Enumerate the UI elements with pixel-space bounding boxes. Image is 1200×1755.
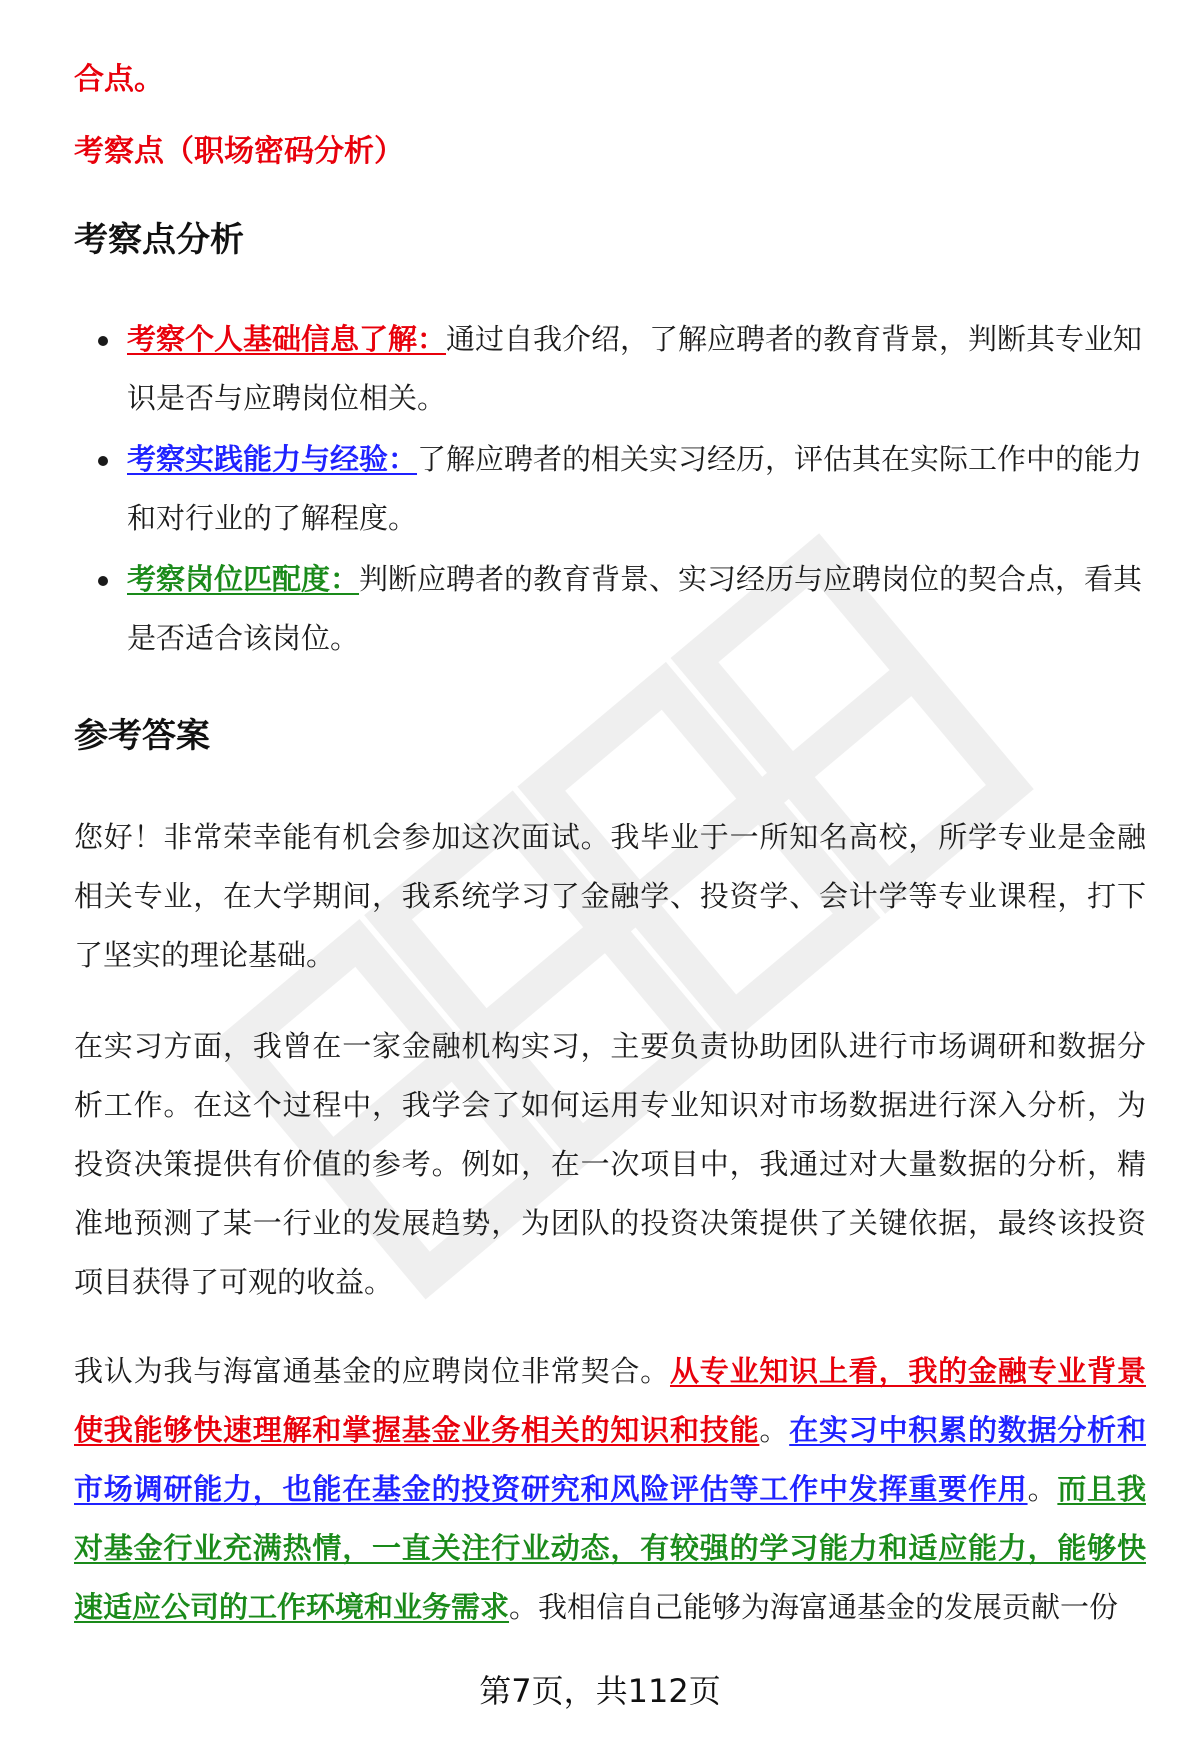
separator: 。 — [1027, 1472, 1058, 1506]
separator: 。 — [759, 1413, 790, 1447]
answer-paragraph-1: 您好！非常荣幸能有机会参加这次面试。我毕业于一所知名高校，所学专业是金融相关专业，在大学期间，我系统学习了金融学、投资学、会计学等专业课程，打下了坚实的理论基础。 — [74, 820, 1146, 972]
top-fragment: 合点。 — [74, 62, 164, 97]
paragraph-tail: 。我相信自己能够为海富通基金的发展贡献一份 — [509, 1590, 1119, 1624]
point-text: 判断应聘者的教育背景、实习经历与应聘岗位的契合点，看其是否适合该岗位。 — [127, 562, 1143, 655]
list-item — [74, 550, 1146, 668]
paragraph-intro: 我认为我与海富通基金的应聘岗位非常契合。 — [74, 1354, 670, 1388]
bullet-icon — [98, 576, 108, 586]
point-label: 考察岗位匹配度： — [127, 562, 360, 596]
answer-heading: 参考答案 — [74, 716, 210, 756]
point-text: 通过自我介绍，了解应聘者的教育背景，判断其专业知识是否与应聘岗位相关。 — [127, 322, 1143, 415]
point-label: 考察个人基础信息了解： — [127, 322, 447, 356]
answer-paragraph-3 — [74, 1342, 1146, 1637]
highlight-blue: 在实习中积累的数据分析和市场调研能力，也能在基金的投资研究和风险评估等工作中发挥重要作用 — [74, 1413, 1146, 1506]
highlight-green: 而且我对基金行业充满热情，一直关注行业动态，有较强的学习能力和适应能力，能够快速适应公司的工作环境和业务需求 — [74, 1472, 1146, 1624]
list-item — [74, 310, 1146, 428]
examine-title: 考察点（职场密码分析） — [74, 134, 404, 169]
highlight-red: 从专业知识上看，我的金融专业背景使我能够快速理解和掌握基金业务相关的知识和技能 — [74, 1354, 1146, 1447]
bullet-icon — [98, 456, 108, 466]
bullet-icon — [98, 336, 108, 346]
analysis-points-list — [74, 310, 1146, 670]
list-item — [74, 430, 1146, 548]
answer-paragraph-2: 在实习方面，我曾在一家金融机构实习，主要负责协助团队进行市场调研和数据分析工作。在这个过程中，我学会了如何运用专业知识对市场数据进行深入分析，为投资决策提供有价值的参考。例如，在一次项目中，我通过对大量数据的分析，精准地预测了某一行业的发展趋势，为团队的投资决策提供了关键依据，最终该投资项目获得了可观的收益。 — [74, 1029, 1146, 1299]
page-footer: 第7页，共112页 — [479, 1672, 721, 1710]
point-text: 了解应聘者的相关实习经历，评估其在实际工作中的能力和对行业的了解程度。 — [127, 442, 1143, 535]
analysis-heading: 考察点分析 — [74, 220, 244, 260]
point-label: 考察实践能力与经验： — [127, 442, 418, 476]
